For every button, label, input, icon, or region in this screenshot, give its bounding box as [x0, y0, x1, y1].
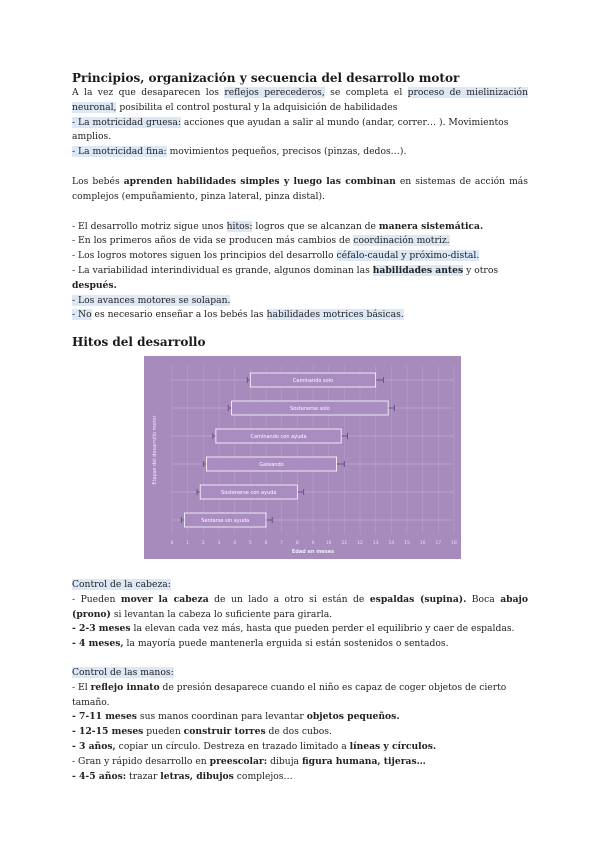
bold-text: reflejo innato: [90, 681, 160, 693]
text: es necesario enseñar a los bebés las: [91, 309, 267, 321]
bold-text: - 7-11 meses: [72, 711, 137, 723]
highlight: proceso de mielinización neuronal,: [72, 87, 528, 113]
bold-text: - 4-5 años:: [72, 770, 127, 782]
highlight: reflejos perecederos,: [224, 87, 325, 98]
text: pueden: [143, 726, 184, 738]
bar-label: Sostenerse solo: [290, 406, 330, 412]
list-item: [72, 710, 528, 725]
list-item: [72, 637, 528, 652]
bar-label: Sentarse sin ayuda: [201, 518, 250, 524]
bold-text: líneas y círculos.: [349, 740, 437, 752]
x-tick-label: 11: [341, 541, 348, 546]
text: Boca: [466, 593, 501, 605]
bold-text: - 3 años,: [72, 740, 116, 752]
list-item: [72, 770, 528, 785]
milestones-chart: [144, 356, 461, 559]
text: si levantan la cabeza lo suficiente para girarla.: [110, 608, 333, 620]
bold-text: mover la cabeza: [120, 593, 209, 605]
babies-paragraph: [72, 175, 528, 205]
x-tick-label: 14: [388, 541, 395, 546]
list-item: [72, 234, 528, 249]
highlight: habilidades antes: [372, 264, 464, 276]
list-item: [72, 725, 528, 740]
bold-text: - 2-3 meses: [72, 623, 131, 635]
x-tick-label: 18: [451, 541, 457, 546]
text: trazar: [126, 770, 161, 782]
text: copiar un círculo. Destreza en trazado limitado a: [115, 740, 350, 752]
list-item: [72, 740, 528, 755]
x-tick-label: 16: [419, 541, 426, 546]
text: de presión desaparece cuando el niño es capaz de coger objetos de cierto tamaño.: [72, 681, 507, 708]
gross-motor-line: [72, 116, 528, 146]
x-tick-label: 3: [217, 541, 221, 546]
text: A la vez que desaparecen los: [72, 87, 225, 98]
x-tick-label: 7: [280, 541, 284, 546]
list-item: [72, 308, 528, 323]
text: - La variabilidad interindividual es grande, algunos dominan las: [72, 264, 373, 276]
text: logros que se alcanzan de: [252, 220, 379, 232]
list-item: [72, 622, 528, 637]
text: y otros: [463, 264, 499, 276]
highlight: habilidades motrices básicas.: [266, 309, 404, 321]
list-item: [72, 593, 528, 623]
x-axis-label: Edad en meses: [291, 549, 335, 555]
x-tick-label: 0: [170, 541, 174, 546]
x-tick-label: 6: [264, 541, 268, 546]
x-tick-label: 4: [233, 541, 237, 546]
x-tick-label: 5: [248, 541, 252, 546]
bold-text: - 12-15 meses: [72, 726, 144, 738]
highlight: coordinación motriz.: [353, 235, 450, 247]
section-head-control: [72, 578, 528, 652]
text: se completa el: [324, 87, 408, 98]
list-item: [72, 220, 528, 235]
bold-text: letras, dibujos: [160, 770, 234, 782]
text: la mayoría puede mantenerla erguida si están sostenidos o sentados.: [123, 638, 449, 650]
x-tick-label: 1: [186, 541, 190, 546]
x-tick-label: 13: [372, 541, 379, 546]
section-title: Principios, organización y secuencia del desarrollo motor: [72, 71, 460, 85]
text: dibuja: [267, 755, 302, 767]
fine-motor-line: [72, 145, 528, 160]
text: - Pueden: [72, 593, 121, 605]
list-item: [72, 264, 528, 294]
section-hitos: [72, 334, 528, 350]
intro-paragraph: [72, 86, 528, 116]
bold-text: objetos pequeños.: [306, 711, 400, 723]
milestones-chart-svg: [144, 356, 461, 559]
highlight: - Los avances motores se solapan.: [72, 294, 231, 306]
bold-text: espaldas (supina).: [369, 593, 467, 605]
text: de un lado a otro si están de: [208, 593, 370, 605]
text: de dos cubos.: [265, 726, 332, 738]
highlight: - La motricidad fina:: [72, 146, 167, 158]
highlight: hitos:: [226, 220, 253, 232]
text: - En los primeros años de vida se producen más cambios de: [72, 235, 354, 247]
x-tick-label: 15: [404, 541, 410, 546]
text: - Gran y rápido desarrollo en: [72, 755, 210, 767]
section-hand-control: [72, 666, 528, 784]
text: sus manos coordinan para levantar: [136, 711, 307, 723]
bar-label: Caminando solo: [292, 378, 334, 384]
x-tick-label: 10: [325, 541, 332, 546]
bar-label: Sostenerse con ayuda: [221, 490, 277, 496]
x-tick-label: 12: [357, 541, 363, 546]
text: - Los logros motores siguen los principios del desarrollo: [72, 250, 337, 262]
bold-text: después.: [72, 279, 117, 291]
bold-text: manera sistemática.: [378, 220, 484, 232]
section-title: Hitos del desarrollo: [72, 335, 206, 349]
text: - El: [72, 681, 91, 693]
x-tick-label: 8: [295, 541, 299, 546]
subsection-title: [72, 578, 528, 593]
bold-text: preescolar:: [209, 755, 268, 767]
highlight: Control de las manos:: [72, 667, 174, 678]
highlight: Control de la cabeza:: [72, 579, 171, 590]
text: acciones que ayudan a salir al mundo (andar, correr… ). Movimientos amplios.: [72, 116, 509, 143]
section-principios: [72, 70, 528, 323]
text: complejos…: [233, 770, 293, 782]
list-item: [72, 755, 528, 770]
y-axis-label: Etapas del desarrollo motor: [152, 415, 158, 485]
bar-label: Gateando: [259, 462, 284, 468]
text: la elevan cada vez más, hasta que pueden perder el equilibrio y caer de espaldas.: [130, 623, 515, 635]
bold-text: - 4 meses,: [72, 638, 124, 650]
highlight: - La motricidad gruesa:: [72, 116, 181, 128]
x-tick-label: 2: [201, 541, 205, 546]
subsection-title: [72, 666, 528, 681]
x-tick-label: 9: [311, 541, 315, 546]
text: posibilita el control postural y la adquisición de habilidades: [116, 101, 398, 113]
text: - El desarrollo motriz sigue unos: [72, 220, 227, 232]
x-tick-label: 17: [435, 541, 442, 546]
text: Los bebés: [72, 175, 124, 187]
highlight: céfalo-caudal y próximo-distal.: [336, 250, 480, 262]
text: movimientos pequeños, precisos (pinzas, dedos…).: [166, 146, 407, 158]
bold-text: construir torres: [183, 726, 266, 738]
bar-label: Caminando con ayuda: [250, 434, 307, 440]
principles-list: [72, 220, 528, 324]
bold-text: figura humana, tijeras…: [301, 755, 426, 767]
text: en sistemas de acción más complejos (empuñamiento, pinza lateral, pinza distal).: [72, 175, 528, 202]
list-item: [72, 294, 528, 309]
highlight: - No: [72, 309, 92, 321]
list-item: [72, 249, 528, 264]
list-item: [72, 681, 528, 711]
bold-text: aprenden habilidades simples y luego las combinan: [123, 175, 396, 187]
bold-text: abajo (prono): [72, 593, 528, 620]
